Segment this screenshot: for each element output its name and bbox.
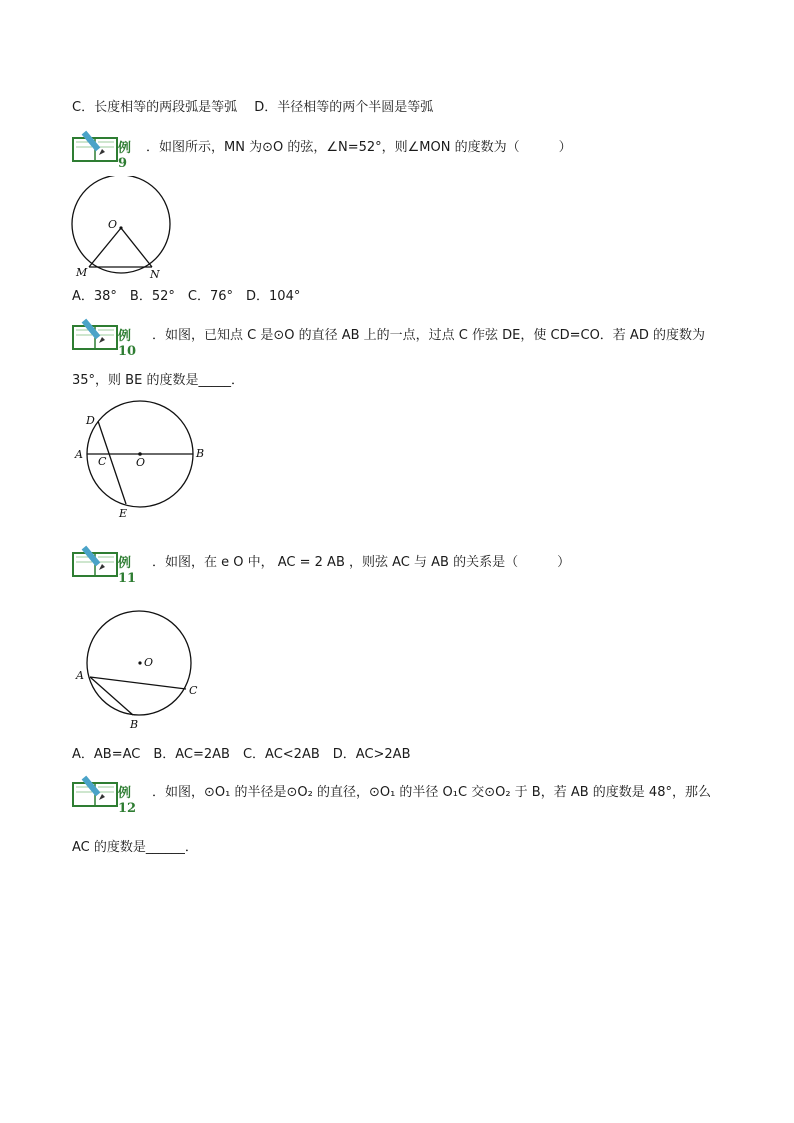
figure-9-circle [68, 176, 178, 282]
label-o: O [136, 456, 146, 469]
example-11-options: A．AB=AC B．AC=2AB C．AC<2AB D．AC>2AB [72, 747, 411, 762]
figure-11-circle [72, 604, 208, 734]
example-9-label: 例9 [118, 141, 132, 171]
book-pencil-icon [72, 545, 120, 577]
example-11-label: 例11 [118, 556, 137, 586]
label-a: A [75, 448, 83, 461]
circle-o [72, 176, 170, 273]
label-m: M [76, 266, 88, 279]
label-d: D [86, 414, 95, 427]
example-12-question: ．如图，⊙O₁ 的半径是⊙O₂ 的直径，⊙O₁ 的半径 O₁C 交⊙O₂ 于 B，若 AB 的度数是 48°，那么 [152, 785, 711, 800]
label-b: B [196, 447, 205, 460]
label-o: O [108, 218, 118, 231]
label-c: C [98, 455, 107, 468]
book-pencil-icon [72, 130, 120, 162]
example-12-question-cont: AC 的度数是______． [72, 840, 198, 855]
example-11-question: ．如图，在 e O 中， AC = 2 AB ，则弦 AC 与 AB 的关系是（ ） [152, 555, 571, 570]
label-o: O [144, 656, 154, 669]
label-n: N [150, 268, 160, 281]
label-e: E [119, 507, 128, 520]
example-10-question-cont: 35°，则 BE 的度数是_____． [72, 373, 244, 388]
label-a: A [76, 669, 84, 682]
example-12-label: 例12 [118, 786, 137, 816]
label-c: C [189, 684, 198, 697]
book-pencil-icon [72, 318, 120, 350]
example-9-options: A．38° B．52° C．76° D．104° [72, 289, 301, 304]
option-line-cd: C．长度相等的两段弧是等弧 D．半径相等的两个半圆是等弧 [72, 100, 434, 115]
label-b: B [130, 718, 139, 731]
example-10-question: ．如图，已知点 C 是⊙O 的直径 AB 上的一点，过点 C 作弦 DE，使 CD=CO．若 AD 的度数为 [152, 328, 705, 343]
figure-10-circle [72, 398, 212, 524]
example-10-label: 例10 [118, 329, 137, 359]
book-pencil-icon [72, 775, 120, 807]
example-9-question: ．如图所示，MN 为⊙O 的弦，∠N=52°，则∠MON 的度数为（ ） [146, 140, 572, 155]
